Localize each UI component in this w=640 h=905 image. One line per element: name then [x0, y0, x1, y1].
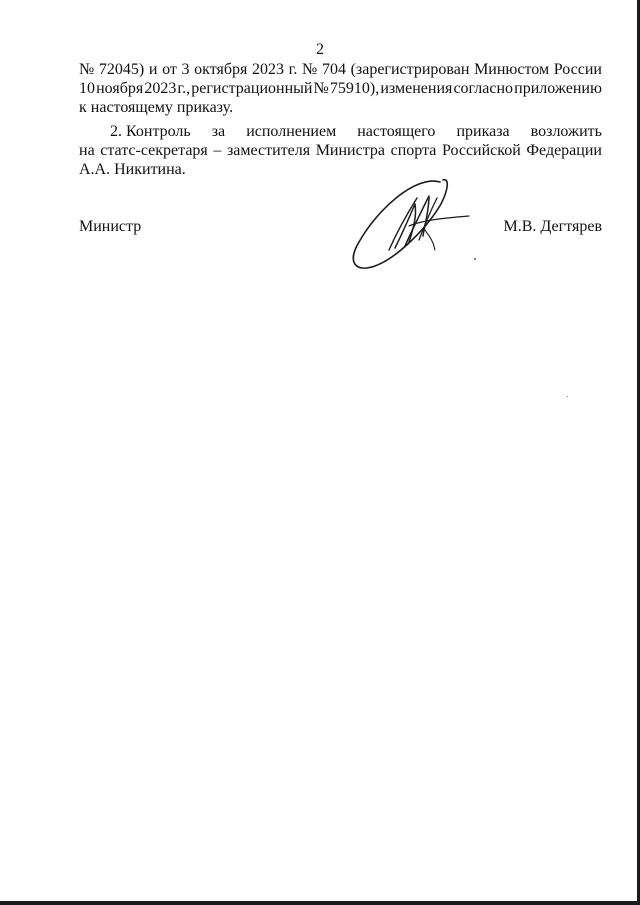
text-line — [79, 79, 602, 98]
signature-row — [79, 217, 602, 237]
word: – — [213, 142, 222, 159]
word: изменения — [380, 80, 453, 97]
word: приложению — [514, 80, 602, 97]
word: 72045) — [98, 61, 145, 78]
handwritten-signature — [345, 170, 485, 275]
word: согласно — [453, 80, 514, 97]
scan-speck — [474, 258, 476, 260]
word: Министра — [315, 142, 386, 159]
text-line — [79, 60, 602, 79]
word: Российской — [441, 142, 521, 159]
word: Федерации — [526, 142, 602, 159]
word: за — [211, 123, 226, 140]
word: спорта — [390, 142, 437, 159]
text-line — [79, 122, 602, 141]
paragraph-amendments — [79, 60, 602, 117]
word: и — [148, 61, 158, 78]
page-number: 2 — [316, 41, 324, 58]
word: на — [79, 142, 95, 159]
word: ноября — [96, 80, 144, 97]
word: России — [553, 61, 602, 78]
text-line — [79, 141, 602, 160]
word: № — [79, 61, 95, 78]
word: № — [313, 80, 329, 97]
word: возложить — [530, 123, 602, 140]
word: 75910), — [329, 80, 380, 97]
text-line: А.А. Никитина. — [79, 161, 186, 178]
word: № — [302, 61, 318, 78]
word: исполнением — [246, 123, 337, 140]
scan-edge-bottom — [0, 901, 640, 905]
word: от — [162, 61, 177, 78]
order-text — [79, 60, 602, 179]
word: настоящего — [357, 123, 436, 140]
word: Минюстом — [474, 61, 550, 78]
word: приказа — [456, 123, 510, 140]
word: октября — [194, 61, 248, 78]
word: статс-секретаря — [100, 142, 208, 159]
word: заместителя — [226, 142, 311, 159]
word: регистрационный — [191, 80, 313, 97]
word: 2. Контроль — [110, 123, 191, 140]
word: 2023 — [144, 80, 177, 97]
scan-speck — [567, 396, 568, 397]
word: г., — [177, 80, 191, 97]
word: 3 — [181, 61, 190, 78]
signatory-title: Министр — [79, 218, 142, 235]
signatory-name: М.В. Дегтярев — [503, 218, 602, 235]
paragraph-control — [79, 122, 602, 179]
text-line: к настоящему приказу. — [79, 99, 234, 116]
word: 2023 — [251, 61, 284, 78]
word: (зарегистрирован — [350, 61, 470, 78]
word: 704 — [321, 61, 346, 78]
word: 10 — [79, 80, 95, 97]
word: г. — [288, 61, 298, 78]
